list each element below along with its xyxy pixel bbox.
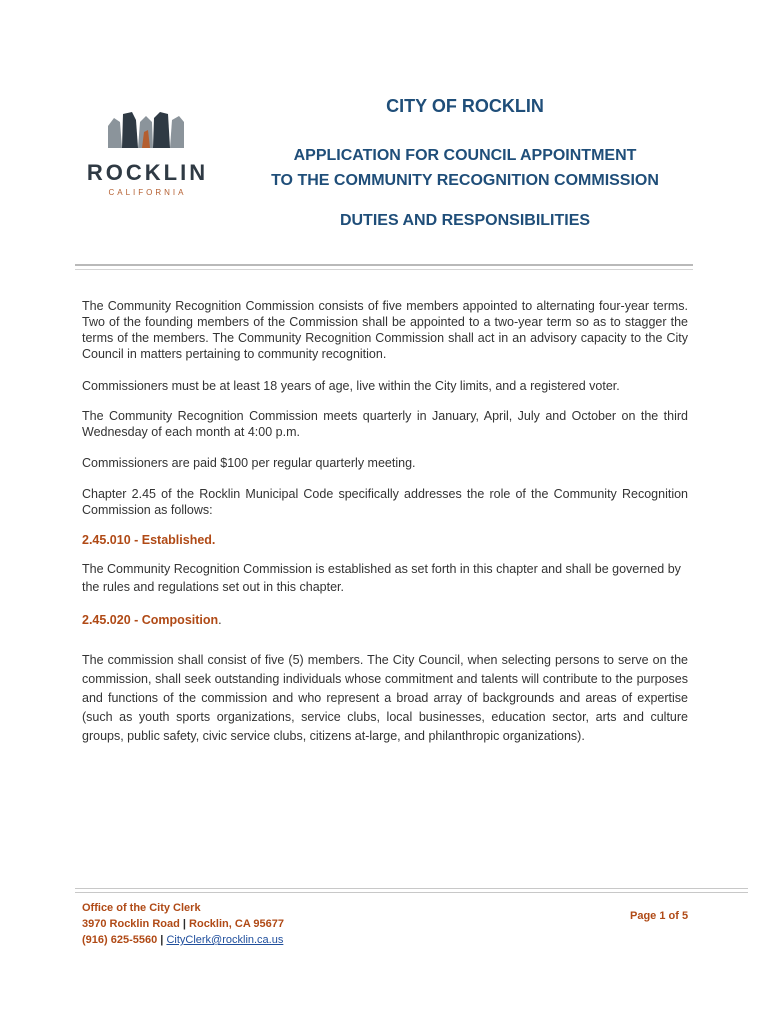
footer-separator: | [182,918,186,930]
section-text-established [82,560,688,596]
page-number: Page 1 of 5 [630,910,689,922]
rocklin-logo [80,108,215,203]
footer-address-line [82,916,284,932]
paragraph-chapter [82,486,688,518]
footer-city-state: Rocklin, CA 95677 [189,918,284,930]
section-heading-composition [82,613,222,627]
footer-office: Office of the City Clerk [82,902,201,914]
application-title-line-1: APPLICATION FOR COUNCIL APPOINTMENT [293,147,637,164]
application-title [240,143,690,193]
paragraph-meetings [82,408,688,440]
paragraph-text: Commissioners are paid $100 per regular quarterly meeting. [82,456,416,470]
footer-phone-line [82,932,284,948]
logo-wordmark: ROCKLIN [86,160,209,185]
footer-phone: (916) 625-5560 [82,934,158,946]
duties-heading: DUTIES AND RESPONSIBILITIES [339,212,591,229]
rocklin-rocks-logo-icon [80,108,215,158]
paragraph-text: Commissioners must be at least 18 years of age, live within the City limits, and a registered voter. [82,379,620,393]
footer-divider [75,888,748,893]
section-heading-established: 2.45.010 - Established. [82,533,216,547]
footer-separator: | [160,934,164,946]
footer-address: 3970 Rocklin Road [82,918,180,930]
logo-subtitle: CALIFORNIA [108,188,187,197]
section-text: The commission shall consist of five (5) members. The City Council, when selecting persons to serve on the commission, shall seek outstanding individuals whose commitment and talents will contribute to the purposes and functions of the commission and who represent a broad array of backgrounds and areas of expertise (such as youth sports organizations, service clubs, local businesses, education sector, arts and culture groups, public safety, civic service clubs, citizens at-large, and philanthropic organizations). [82,653,688,743]
paragraph-text: Chapter 2.45 of the Rocklin Municipal Code specifically addresses the role of the Community Recognition Commission as follows: [82,487,688,517]
header-divider [75,264,693,270]
paragraph-text: The Community Recognition Commission consists of five members appointed to alternating four-year terms. Two of the founding members of the Commission shall be appointed to a two-year term so as to stagger the terms of the members. The Community Recognition Commission shall act in an advisory capacity to the City Council in matters pertaining to community recognition. [82,299,688,361]
paragraph-pay [82,455,688,471]
footer-email-link[interactable]: CityClerk@rocklin.ca.us [166,934,284,946]
section-text-composition [82,651,688,746]
page-title: CITY OF ROCKLIN [386,96,544,116]
section-heading-period: . [218,613,222,627]
footer-contact [82,900,284,948]
section-heading-text: 2.45.020 - Composition [82,613,219,627]
paragraph-eligibility [82,378,688,394]
section-text: The Community Recognition Commission is established as set forth in this chapter and shall be governed by the rules and regulations set out in this chapter. [82,562,681,594]
paragraph-composition [82,298,688,362]
paragraph-text: The Community Recognition Commission meets quarterly in January, April, July and October on the third Wednesday of each month at 4:00 p.m. [82,409,688,439]
application-title-line-2: TO THE COMMUNITY RECOGNITION COMMISSION [271,172,659,189]
